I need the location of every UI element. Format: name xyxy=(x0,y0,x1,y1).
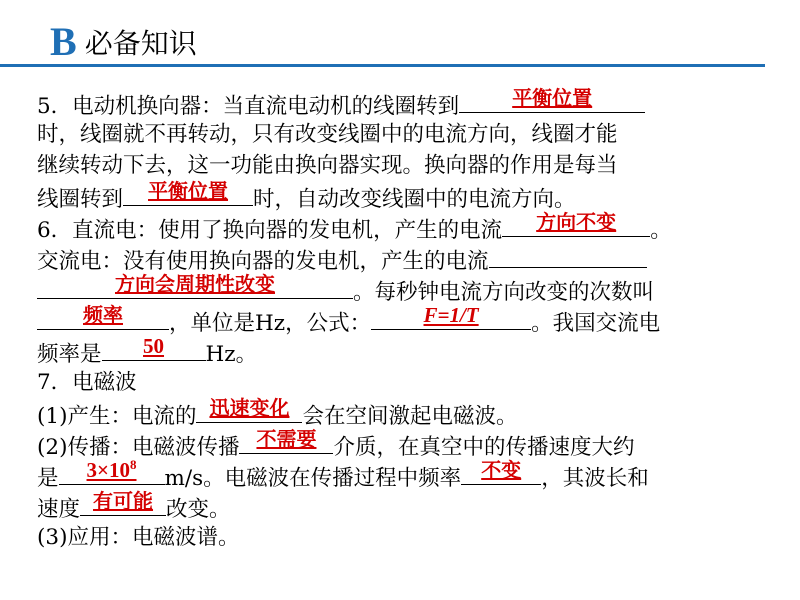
text: 时，线圈就不再转动，只有改变线圈中的电流方向，线圈才能 xyxy=(37,122,618,147)
answer-exponent: 8 xyxy=(130,457,137,472)
text: 继续转动下去，这一功能由换向器实现。换向器的作用是每当 xyxy=(37,153,618,178)
text: 会在空间激起电磁波。 xyxy=(302,404,518,429)
answer-blank xyxy=(371,305,531,330)
text: 交流电：没有使用换向器的发电机，产生的电流 xyxy=(37,249,489,274)
text-line-11 xyxy=(37,398,777,429)
answer-text: 平衡位置 xyxy=(512,86,593,110)
text-line-15 xyxy=(37,522,777,553)
text: 速度 xyxy=(37,497,81,522)
text: (1)产生：电流的 xyxy=(37,404,197,429)
text: ，单位是Hz，公式： xyxy=(169,311,372,336)
text: m/s。电磁波在传播过程中频率 xyxy=(164,466,462,491)
answer-text: F=1/T xyxy=(423,303,479,327)
text-line-9 xyxy=(37,336,777,367)
answer-blank xyxy=(239,429,333,454)
text: Hz。 xyxy=(205,342,258,367)
answer-text: 方向不变 xyxy=(536,210,617,234)
text-line-2 xyxy=(37,119,777,150)
answer-blank-empty xyxy=(489,243,647,268)
text: (3)应用：电磁波谱。 xyxy=(37,525,240,550)
text: 介质，在真空中的传播速度大约 xyxy=(333,435,635,460)
text: 。每秒钟电流方向改变的次数叫 xyxy=(353,280,655,305)
answer-text xyxy=(59,449,165,486)
answer-text: 频率 xyxy=(83,303,123,327)
answer-blank xyxy=(502,212,650,237)
section-title: 必备知识 xyxy=(84,27,197,60)
text: 7．电磁波 xyxy=(37,370,137,395)
answer-base: 3×10 xyxy=(86,458,130,482)
text-line-5 xyxy=(37,212,777,243)
content-body xyxy=(37,88,777,553)
answer-text: 50 xyxy=(143,334,165,358)
answer-blank xyxy=(459,88,645,113)
answer-blank xyxy=(123,181,253,206)
header-divider xyxy=(0,64,765,67)
answer-text: 平衡位置 xyxy=(148,179,229,203)
answer-text: 方向会周期性改变 xyxy=(115,272,275,296)
text: 时，自动改变线圈中的电流方向。 xyxy=(253,187,576,212)
answer-blank xyxy=(37,305,169,330)
answer-blank xyxy=(196,398,302,423)
text-line-1 xyxy=(37,88,777,119)
text-line-10 xyxy=(37,367,777,398)
answer-blank xyxy=(80,491,166,516)
answer-blank xyxy=(37,274,353,299)
answer-text: 不需要 xyxy=(256,427,317,451)
answer-blank xyxy=(461,460,541,485)
text-line-14 xyxy=(37,491,777,522)
answer-blank xyxy=(59,457,165,485)
section-badge: B xyxy=(50,19,77,64)
text-line-4 xyxy=(37,181,777,212)
text: 频率是 xyxy=(37,342,102,367)
answer-text: 迅速变化 xyxy=(209,396,290,420)
text: 。 xyxy=(650,218,672,243)
text: 改变。 xyxy=(166,497,231,522)
text: 5．电动机换向器：当直流电动机的线圈转到 xyxy=(37,94,460,119)
section-header xyxy=(50,18,197,62)
answer-blank xyxy=(102,336,206,361)
text: 是 xyxy=(37,466,59,491)
text: 。我国交流电 xyxy=(531,311,661,336)
text: ，其波长和 xyxy=(541,466,649,491)
text: (2)传播：电磁波传播 xyxy=(37,435,240,460)
text: 6．直流电：使用了换向器的发电机，产生的电流 xyxy=(37,218,503,243)
answer-text: 有可能 xyxy=(93,489,154,513)
text: 线圈转到 xyxy=(37,187,124,212)
answer-text: 不变 xyxy=(481,458,522,482)
